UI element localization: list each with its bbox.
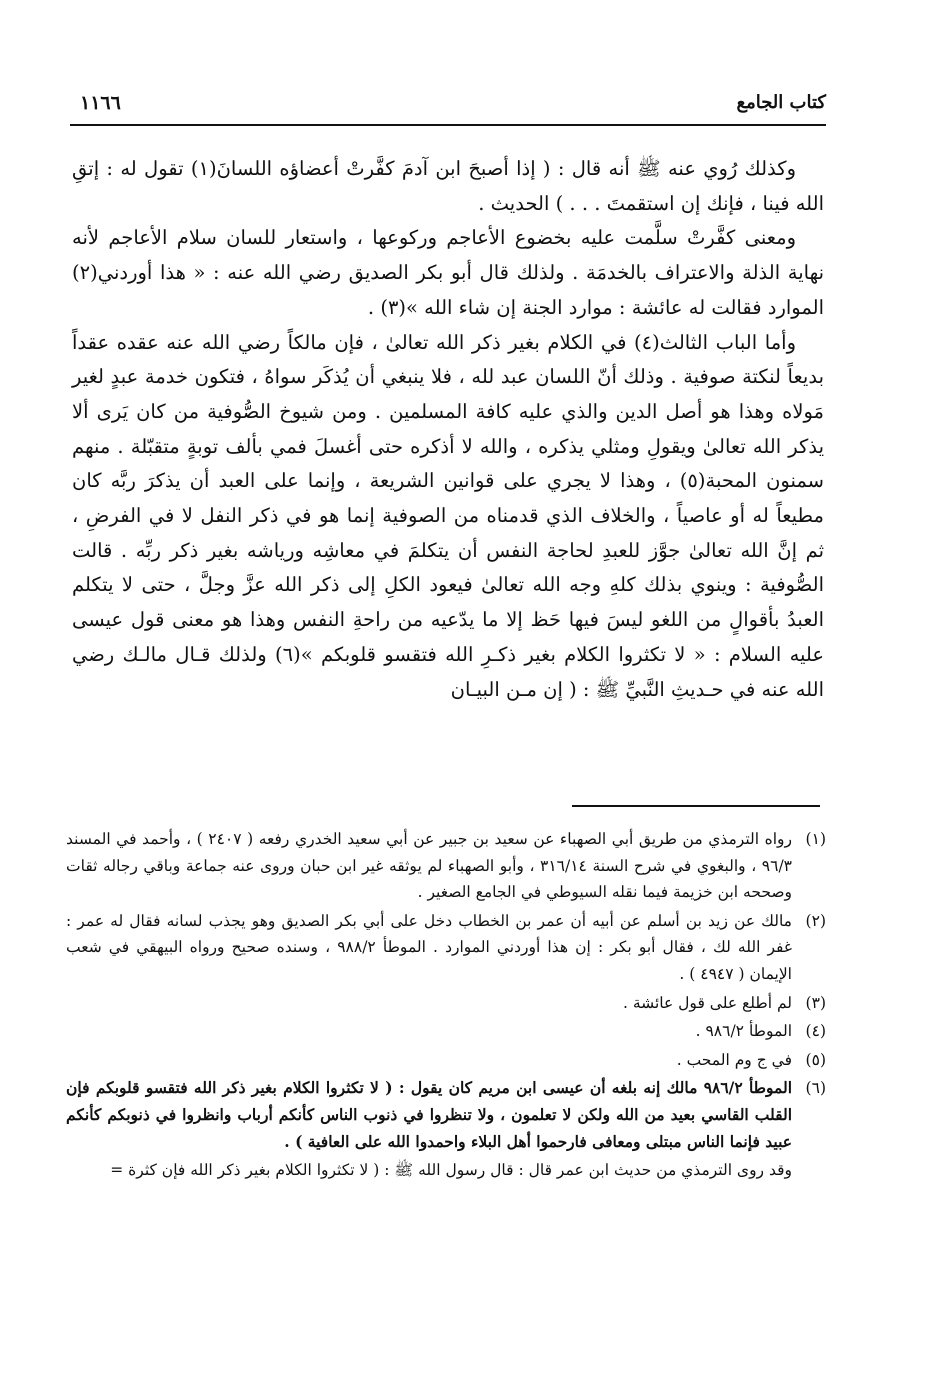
page-number: ١١٦٦ [80, 92, 121, 114]
paragraph: وأما الباب الثالث(٤) في الكلام بغير ذكر الله تعالىٰ ، فإن مالكاً رضي الله عنه عقده عقداً بديعاً لنكتة صوفية . وذلك أنّ اللسان عبد لله ، فلا ينبغي أن يُذكَر سواهُ ، فتكون خدمة عبدٍ لغير مَولاه وهذا هو أصل الدين والذي عليه كافة المسلمين . ومن شيوخ الصُّوفية من كان يَرى ألا يذكر الله تعالىٰ ويقولِ ومثلي يذكره ، والله لا أذكره حتى أغسلَ فمي بألف توبةٍ متقبّلة . منهم سمنون المحبة(٥) ، وهذا لا يجري على قوانين الشريعة ، وإنما على العبد أن يذكرَ ربَّه كان مطيعاً له أو عاصياً ، والخلاف الذي قدمناه من الصوفية إنما هو في ذكر النفل لا في الفرضِ ، ثم إنَّ الله تعالىٰ جوَّز للعبدِ لحاجة النفس أن يتكلمَ في معاشِه ورياشه بغير ذكر ربِّه . قالت الصُّوفية : وينوي بذلك كلهِ وجه الله تعالىٰ فيعود الكلِ إلى ذكر الله عزَّ وجلَّ ، حتى لا يتكلم العبدُ بأقوالٍ من اللغو ليسَ فيها حَظ إلا ما يدّعيه من راحةِ النفس وهذا هو معنى قول عيسى عليه السلام : « لا تكثروا الكلام بغير ذكـرِ الله فتقسو قلوبكم »(٦) ولذلك قـال مالـك رضي الله عنه في حـديثِ النَّبيِّ ﷺ : ( إن مـن البيـان [72, 330, 825, 701]
footnote [66, 1075, 826, 1155]
main-text [72, 152, 824, 707]
footnote-text: مالك عن زيد بن أسلم عن أبيه أن عمر بن الخطاب دخل على أبي بكر الصديق وهو يجذب لسانه فقال له عمر : غفر الله لك ، فقال أبو بكر : إن هذا أوردني الموارد . الموطأ ٩٨٨/٢ ، وسنده صحيح ورواه البيهقي في شعب الإيمان ( ٤٩٤٧ ) . [66, 911, 792, 983]
footnote-number: (١) [805, 830, 826, 848]
footnote-number: (٣) [805, 993, 826, 1012]
footnotes [66, 826, 826, 1186]
footnote [66, 908, 826, 988]
footnote-text: لم أطلع على قول عائشة . [622, 993, 792, 1012]
running-title: كتاب الجامع [736, 92, 826, 113]
footnote-text: الموطأ ٩٨٦/٢ مالك إنه بلغه أن عيسى ابن مريم كان يقول : ( لا تكثروا الكلام بغير ذكر الله فتقسو قلوبكم فإن القلب القاسي بعيد من الله ولكن لا تعلمون ، ولا تنظروا في ذنوب الناس كأنكم أرباب وانظروا في ذنوبكم كأنكم عبيد فإنما الناس مبتلى ومعافى فارحموا أهل البلاء واحمدوا الله على العافية ) . [66, 1078, 793, 1151]
page-header [70, 92, 826, 122]
paragraph: وكذلك رُوي عنه ﷺ أنه قال : ( إذا أصبحَ ابن آدمَ كفَّرتْ أعضاؤه اللسانَ(١) تقول له : إتقِ الله فينا ، فإنك إن استقمتَ . . . ) الحديث . [72, 157, 824, 215]
footnote-text: في ج وم المحب . [676, 1050, 792, 1069]
footnote-number: (٤) [805, 1022, 826, 1041]
footnote-number: (٢) [805, 911, 826, 930]
paragraph: ومعنى كفَّرتْ سلَّمت عليه بخضوع الأعاجم وركوعها ، واستعار للسان سلام الأعاجم لأنه نهاية الذلة والاعتراف بالخدمَة . ولذلك قال أبو بكر الصديق رضي الله عنه : « هذا أوردني(٢) الموارد فقالت له عائشة : موارد الجنة إن شاء الله »(٣) . [72, 226, 824, 319]
footnote-text: رواه الترمذي من طريق أبي الصهباء عن سعيد بن جبير عن أبي سعيد الخدري رفعه ( ٢٤٠٧ ) ، وأحمد في المسند ٩٦/٣ ، والبغوي في شرح السنة ٣١٦/١٤ ، وأبو الصهباء لم يوثقه غير ابن حبان وروى عنه جماعة وباقي رجاله ثقات وصححه ابن خزيمة فيما نقله السيوطي في الجامع الصغير . [66, 830, 792, 902]
footnote-number: (٥) [805, 1050, 826, 1069]
footnote-text: وقد روى الترمذي من حديث ابن عمر قال : قال رسول الله ﷺ : ( لا تكثروا الكلام بغير ذكر الله فإن كثرة = [110, 1161, 792, 1180]
footnote-rule [572, 805, 820, 807]
footnote [66, 990, 826, 1017]
footnote-text: الموطأ ٩٨٦/٢ . [695, 1022, 792, 1041]
footnote [66, 826, 826, 906]
footnote-number: (٦) [805, 1079, 826, 1098]
footnote-continuation [66, 1157, 826, 1184]
header-rule [70, 124, 826, 126]
footnote [66, 1018, 826, 1045]
footnote [66, 1047, 826, 1074]
